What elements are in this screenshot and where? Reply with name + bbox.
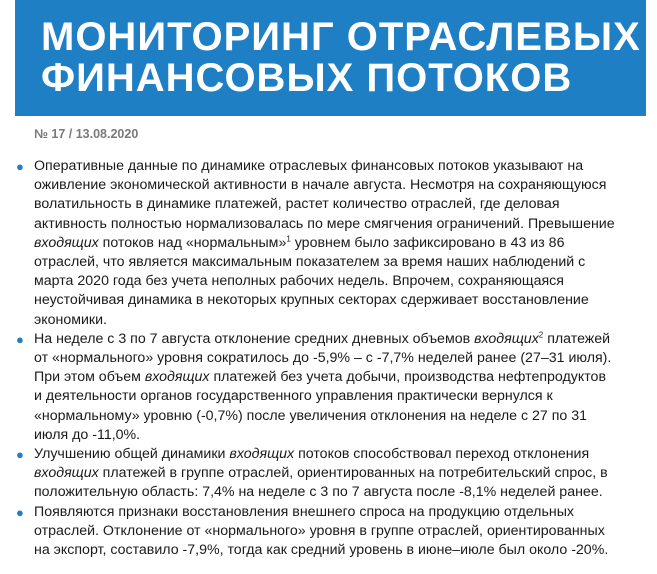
text-line: от «нормального» уровня сократилось до -5,9% – с -7,7% неделей ранее (27–31 июля). (34, 350, 612, 367)
text-run: потоков над «нормальным» (98, 234, 287, 251)
issue-number-date: № 17 / 13.08.2020 (34, 127, 139, 141)
text-run: Улучшению общей динамики (34, 446, 230, 463)
header-banner (15, 0, 646, 116)
bullet-dot-icon: ● (16, 504, 24, 520)
text-line: экономики. (34, 311, 107, 328)
text-run: потоков способствовал переход отклонения (294, 446, 590, 463)
text-line: и деятельности органов государственного управления практически вернулся к (34, 388, 553, 405)
emphasis: входящих (34, 234, 99, 251)
text-line (34, 445, 644, 464)
text-run: платежей в группе отраслей, ориентированных на потребительский спрос, в (98, 465, 608, 482)
text-run: платежей (543, 330, 611, 347)
banner-title-line-1: МОНИТОРИНГ ОТРАСЛЕВЫХ (41, 15, 641, 59)
bullet-list (14, 157, 644, 560)
emphasis: входящих (474, 330, 539, 347)
text-line: Появляются признаки восстановления внешнего спроса на продукцию отдельных (34, 503, 574, 520)
text-run: платежей без учета добычи, производства нефтепродуктов (209, 369, 606, 386)
bullet-dot-icon: ● (16, 447, 24, 463)
banner-title-line-2: ФИНАНСОВЫХ ПОТОКОВ (41, 56, 573, 100)
text-line (34, 234, 644, 253)
bullet-item (14, 445, 644, 503)
text-line (34, 464, 644, 483)
bullet-dot-icon: ● (16, 159, 24, 174)
text-line: марта 2020 года без учета неполных рабочих недель. Впрочем, сохраняющаяся (34, 273, 564, 290)
text-line: на экспорт, составило -7,9%, тогда как средний уровень в июне–июле был около -20%. (34, 542, 609, 559)
text-line (34, 368, 644, 387)
text-line: активность полностью нормализовалась по мере смягчения ограничений. Превышение (34, 215, 615, 232)
text-line: отраслей. Отклонение от «нормального» уровня в группе отраслей, ориентированных (34, 522, 605, 539)
emphasis: входящих (144, 369, 210, 386)
bullet-dot-icon: ● (16, 331, 24, 347)
text-line: неустойчивая динамика в некоторых крупных секторах сдерживает восстановление (34, 292, 589, 309)
bullet-item (14, 503, 644, 561)
bullet-item (14, 330, 644, 445)
bullet-item (14, 157, 644, 330)
text-run: уровнем было зафиксировано в 43 из 86 (290, 234, 565, 251)
text-run: На неделе с 3 по 7 августа отклонение средних дневных объемов (34, 330, 475, 347)
footnote-ref: 1 (286, 234, 291, 244)
text-line: июля до -11,0%. (34, 426, 141, 443)
text-line: отраслей, что является максимальным показателем за время наших наблюдений с (34, 254, 586, 271)
text-line: положительную область: 7,4% на неделе с 3 по 7 августа после -8,1% неделей ранее. (34, 484, 603, 501)
text-line: волатильность в динамике платежей, растет количество отраслей, где деловая (34, 196, 560, 213)
text-line: оживление экономической активности в начале августа. Несмотря на сохраняющуюся (34, 177, 607, 194)
emphasis: входящих (34, 465, 99, 482)
text-line: Оперативные данные по динамике отраслевых финансовых потоков указывают на (34, 158, 584, 174)
emphasis: входящих (229, 446, 295, 463)
text-line (34, 330, 644, 349)
text-line: «нормальному» уровню (-0,7%) после увеличения отклонения на неделе с 27 по 31 (34, 407, 588, 424)
text-run: При этом объем (34, 369, 145, 386)
footnote-ref: 2 (538, 330, 544, 340)
